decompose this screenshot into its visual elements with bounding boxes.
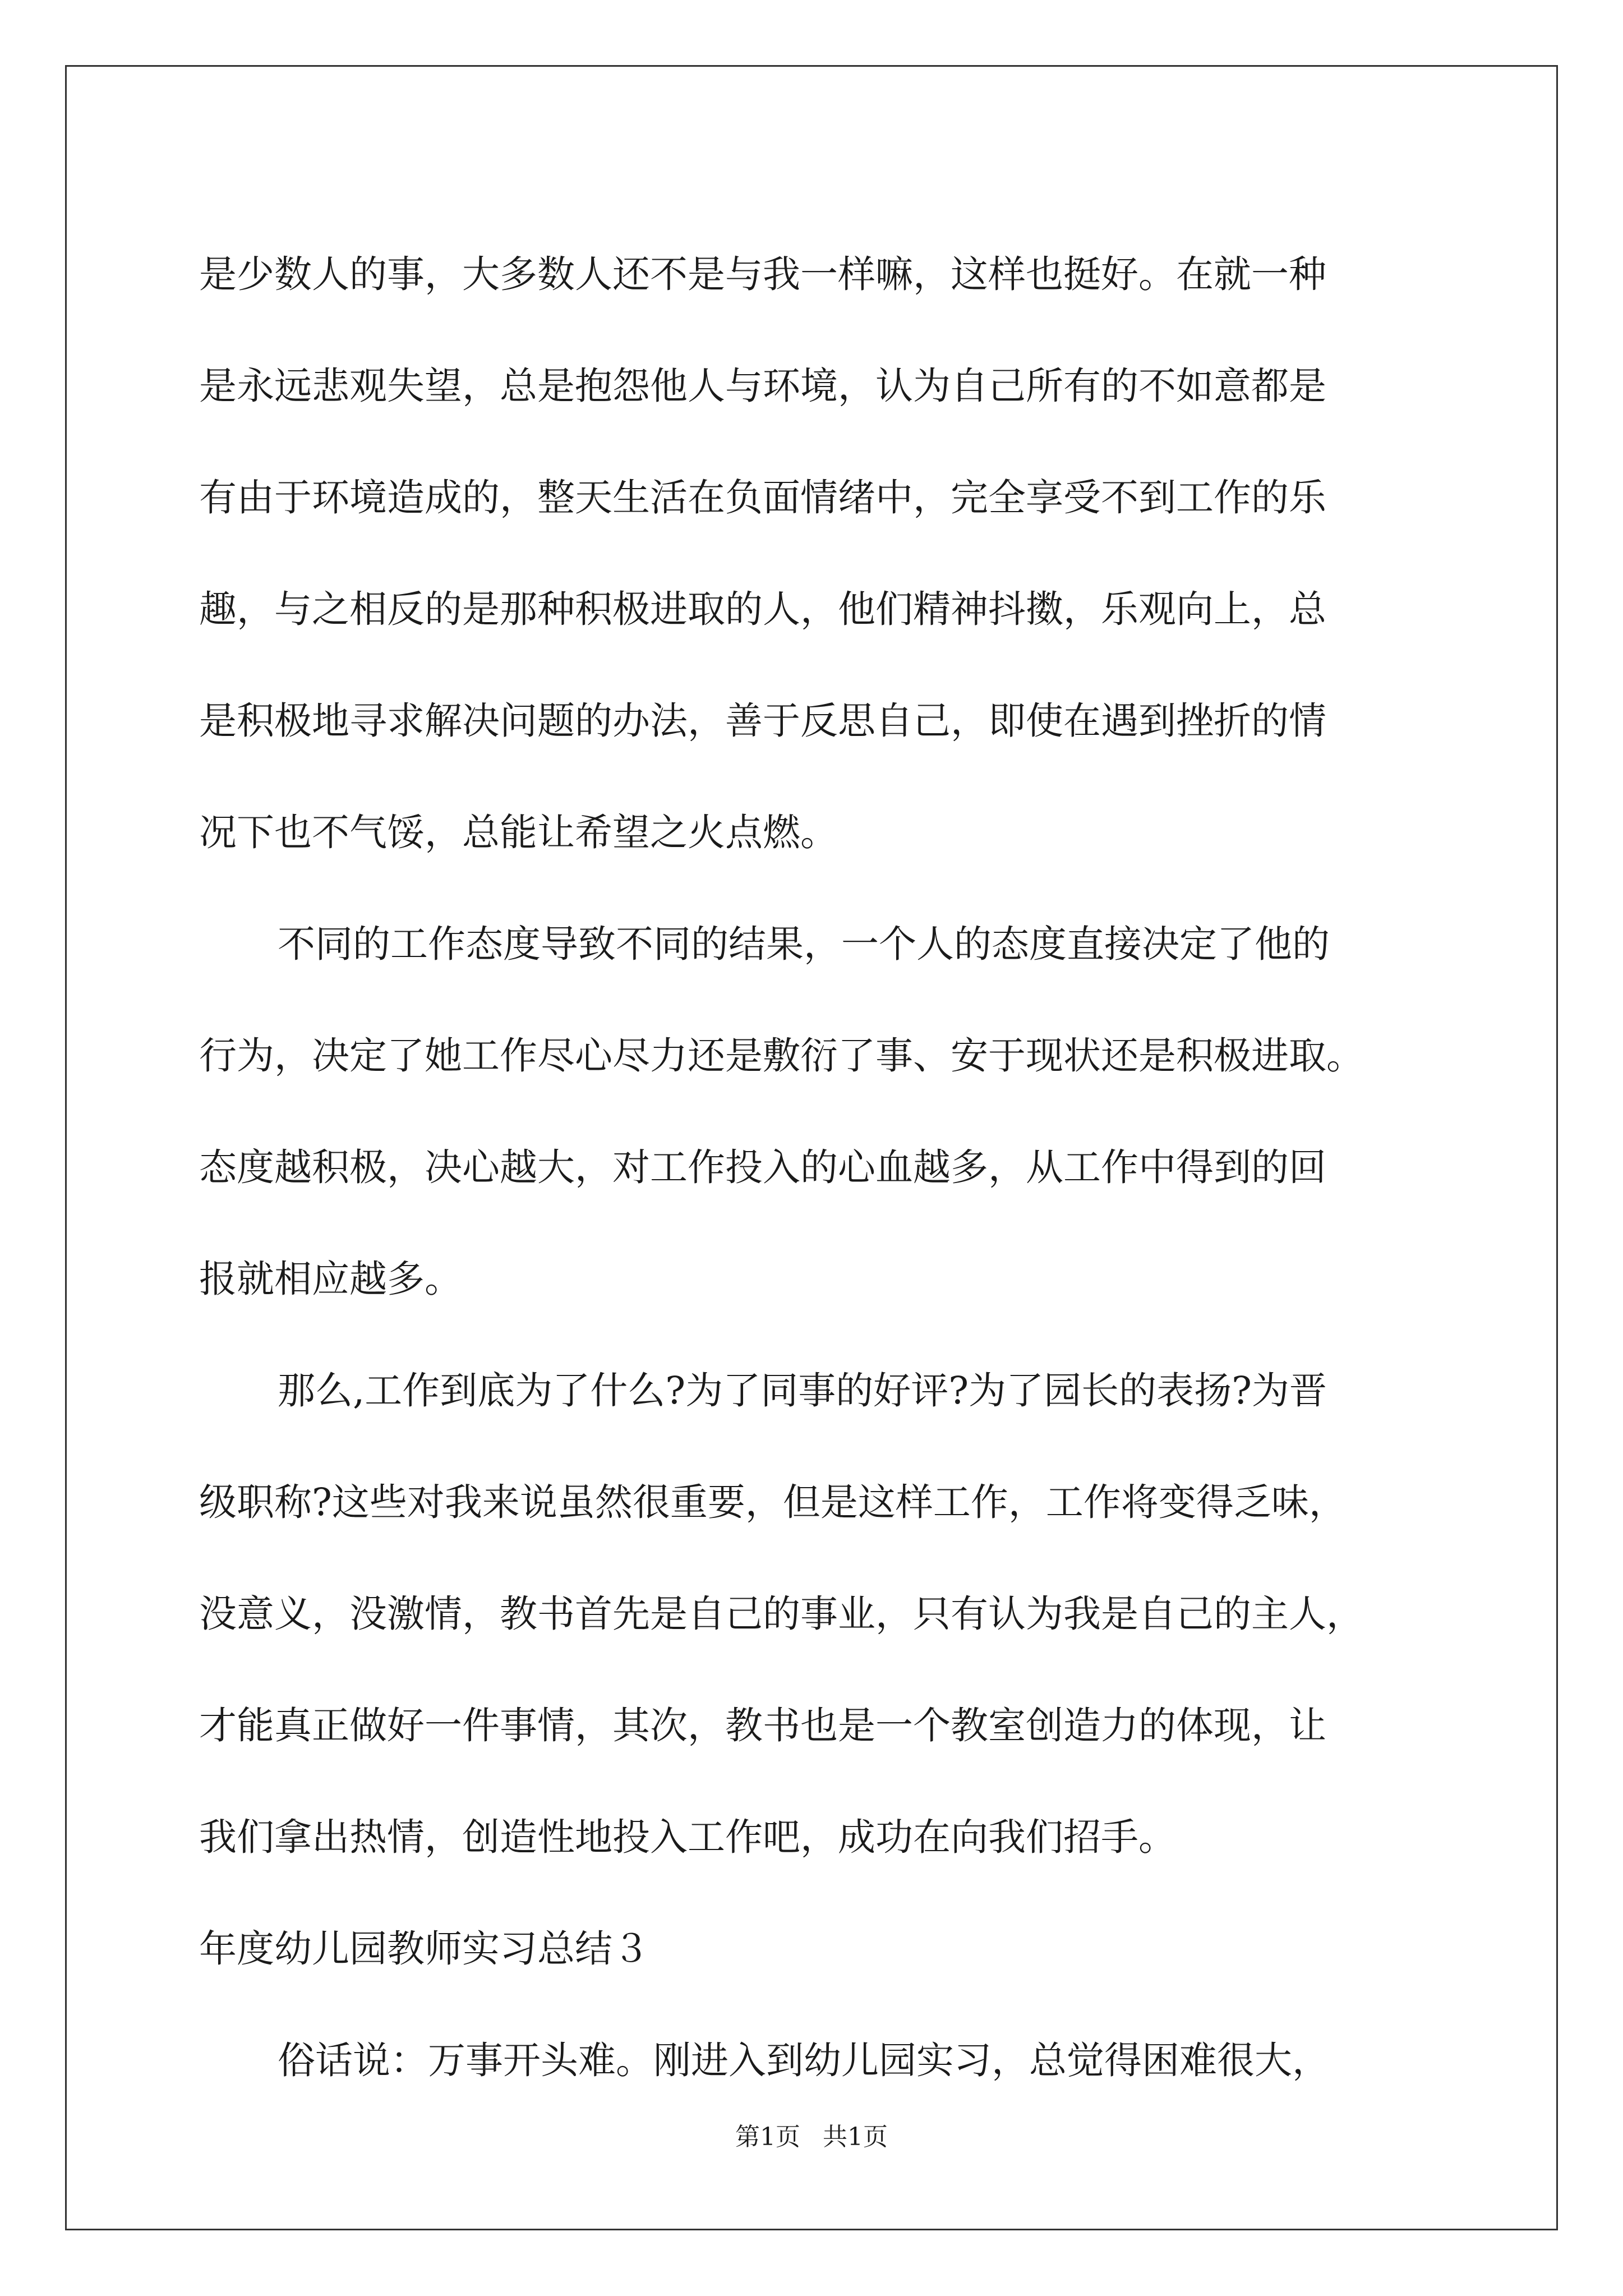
- section-heading: 年度幼儿园教师实习总结３: [199, 1927, 650, 1971]
- text-line: 态度越积极，决心越大，对工作投入的心血越多，从工作中得到的回: [199, 1145, 1326, 1189]
- paragraph-start-line: 不同的工作态度导致不同的结果，一个人的态度直接决定了他的: [278, 922, 1330, 966]
- page-footer: [0, 2120, 1623, 2154]
- page-total: 共1页: [823, 2123, 888, 2151]
- text-line: 况下也不气馁，总能让希望之火点燃。: [199, 811, 838, 854]
- text-line: 级职称?这些对我来说虽然很重要，但是这样工作，工作将变得乏味，: [199, 1480, 1347, 1524]
- text-line: 趣，与之相反的是那种积极进取的人，他们精神抖擞，乐观向上，总: [199, 587, 1326, 631]
- text-line: 我们拿出热情，创造性地投入工作吧，成功在向我们招手。: [199, 1815, 1176, 1859]
- page-number: 第1页: [735, 2123, 800, 2151]
- paragraph-start-line: 那么,工作到底为了什么?为了同事的好评?为了园长的表扬?为晋: [278, 1369, 1327, 1412]
- text-line: 是少数人的事，大多数人还不是与我一样嘛，这样也挺好。在就一种: [199, 252, 1326, 296]
- document-body: [199, 219, 1433, 2116]
- text-line: 有由于环境造成的，整天生活在负面情绪中，完全享受不到工作的乐: [199, 476, 1326, 519]
- text-line: 没意义，没激情，教书首先是自己的事业，只有认为我是自己的主人，: [199, 1592, 1364, 1636]
- text-line: 报就相应越多。: [199, 1257, 462, 1301]
- text-line: 行为，决定了她工作尽心尽力还是敷衍了事、安于现状还是积极进取。: [199, 1034, 1364, 1078]
- paragraph-start-line: 俗话说：万事开头难。刚进入到幼儿园实习，总觉得困难很大，: [278, 2039, 1330, 2082]
- text-line: 是积极地寻求解决问题的办法，善于反思自己，即使在遇到挫折的情: [199, 699, 1326, 743]
- text-line: 才能真正做好一件事情，其次，教书也是一个教室创造力的体现，让: [199, 1704, 1326, 1747]
- text-line: 是永远悲观失望，总是抱怨他人与环境，认为自己所有的不如意都是: [199, 364, 1326, 408]
